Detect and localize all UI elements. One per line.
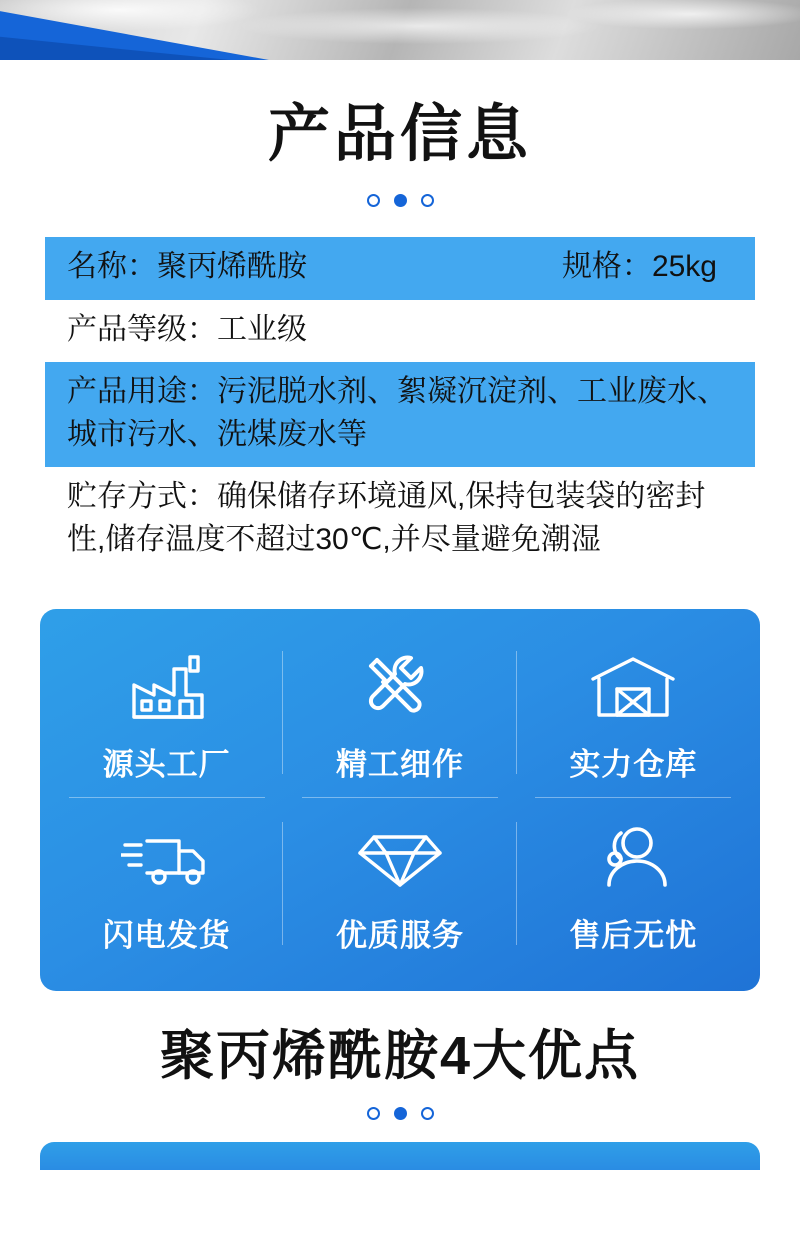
advantages-pager-dots (0, 1107, 800, 1120)
feature-item-shipping (50, 798, 283, 969)
feature-label: 实力仓库 (569, 746, 698, 782)
feature-item-craft (283, 627, 516, 798)
feature-item-quality-service (283, 798, 516, 969)
feature-item-after-sales (517, 798, 750, 969)
spec-usage-value: 污泥脱水剂、絮凝沉淀剂、工业废水、城市污水、洗煤废水等 (67, 375, 727, 451)
factory-icon (124, 645, 210, 729)
table-row (45, 362, 755, 467)
table-row (45, 300, 755, 363)
feature-label: 源头工厂 (102, 746, 231, 782)
warehouse-icon (587, 645, 679, 729)
features-panel (40, 609, 760, 991)
pager-dot-active (394, 194, 407, 207)
spec-name-label: 名称： (67, 250, 157, 283)
spec-size-cell (562, 246, 733, 289)
feature-label: 优质服务 (335, 917, 464, 953)
feature-label: 精工细作 (335, 746, 464, 782)
truck-icon (121, 816, 213, 900)
pager-dot (367, 1107, 380, 1120)
table-row (45, 237, 755, 300)
spec-name-value: 聚丙烯酰胺 (157, 250, 307, 283)
spec-grade-label: 产品等级： (67, 312, 217, 346)
spec-name-cell (67, 246, 307, 289)
feature-item-factory (50, 627, 283, 798)
top-banner (0, 0, 800, 60)
spec-storage-value: 确保储存环境通风,保持包装袋的密封性,储存温度不超过30℃,并尽量避免潮湿 (67, 480, 706, 556)
spec-grade-value: 工业级 (217, 312, 307, 346)
advantages-title: 聚丙烯酰胺4大优点 (159, 1025, 641, 1086)
header-pager-dots (0, 194, 800, 207)
spec-size-value: 25kg (651, 250, 717, 283)
product-spec-table (45, 237, 755, 573)
feature-label: 闪电发货 (102, 917, 231, 953)
features-grid (50, 627, 750, 969)
spec-size-label: 规格： (561, 250, 652, 283)
pager-dot (367, 194, 380, 207)
pager-dot (421, 194, 434, 207)
page-title: 产品信息 (267, 100, 532, 169)
pager-dot (421, 1107, 434, 1120)
next-section-panel-preview (40, 1142, 760, 1170)
table-row (45, 467, 755, 572)
headset-support-icon (591, 816, 675, 900)
spec-usage-label: 产品用途： (67, 375, 217, 409)
pager-dot-active (394, 1107, 407, 1120)
feature-label: 售后无忧 (569, 917, 698, 953)
advantages-section (0, 1025, 800, 1120)
spec-storage-label: 贮存方式： (67, 480, 217, 514)
diamond-icon (356, 816, 444, 900)
page-title-section (0, 60, 800, 207)
feature-item-warehouse (517, 627, 750, 798)
tools-icon (357, 645, 443, 729)
